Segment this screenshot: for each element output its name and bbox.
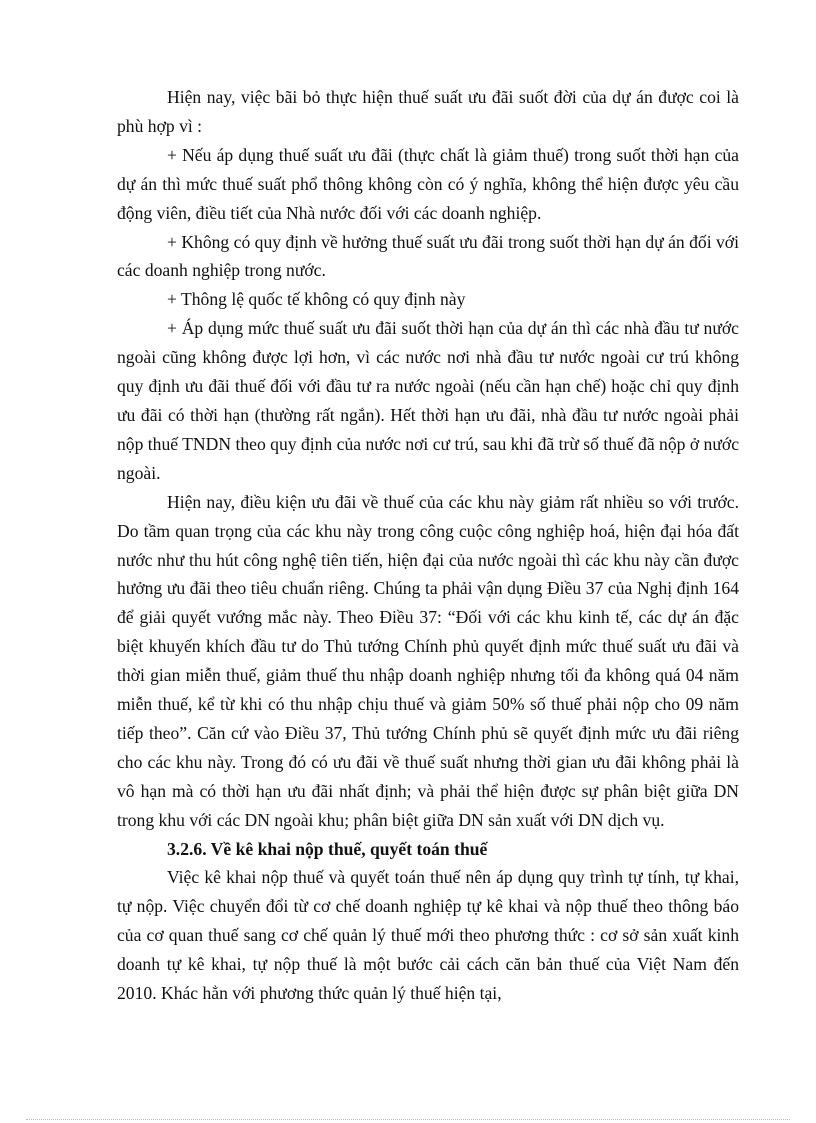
paragraph-reason-2: + Không có quy định về hưởng thuế suất ưu đãi trong suốt thời hạn dự án đối với các doanh nghiệp trong nước. xyxy=(117,231,739,281)
paragraph-section-body: Việc kê khai nộp thuế và quyết toán thuế nên áp dụng quy trình tự tính, tự khai, tự nộp. Việc chuyển đổi từ cơ chế doanh nghiệp tự kê khai và nộp thuế theo thông báo của cơ quan thuế sang cơ chế quản lý thuế mới theo phương thức : cơ sở sản xuất kinh doanh tự kê khai, tự nộp thuế là một bước cải cách căn bản thuế của Việt Nam đến 2010. Khác hẳn với phương thức quản lý thuế hiện tại, xyxy=(117,867,739,1004)
page-bottom-divider xyxy=(26,1119,790,1120)
paragraph-reason-3: + Thông lệ quốc tế không có quy định này xyxy=(167,289,466,310)
document-body xyxy=(117,83,739,1008)
section-heading: 3.2.6. Về kê khai nộp thuế, quyết toán thuế xyxy=(167,838,488,859)
paragraph-intro: Hiện nay, việc bãi bỏ thực hiện thuế suất ưu đãi suốt đời của dự án được coi là phù hợp vì : xyxy=(117,87,739,136)
paragraph-reason-4: + Áp dụng mức thuế suất ưu đãi suốt thời hạn của dự án thì các nhà đầu tư nước ngoài cũng không được lợi hơn, vì các nước nơi nhà đầu tư nước ngoài cư trú không quy định ưu đãi thuế đối với đầu tư ra nước ngoài (nếu cần hạn chế) hoặc chỉ quy định ưu đãi có thời hạn (thường rất ngắn). Hết thời hạn ưu đãi, nhà đầu tư nước ngoài phải nộp thuế TNDN theo quy định của nước nơi cư trú, sau khi đã trừ số thuế đã nộp ở nước ngoài. xyxy=(117,318,739,483)
paragraph-reason-1: + Nếu áp dụng thuế suất ưu đãi (thực chất là giảm thuế) trong suốt thời hạn của dự án thì mức thuế suất phổ thông không còn có ý nghĩa, không thể hiện được yêu cầu động viên, điều tiết của Nhà nước đối với các doanh nghiệp. xyxy=(117,144,739,223)
paragraph-current-conditions: Hiện nay, điều kiện ưu đãi về thuế của các khu này giảm rất nhiều so với trước. Do tầm quan trọng của các khu này trong công cuộc công nghiệp hoá, hiện đại hóa đất nước như thu hút công nghệ tiên tiến, hiện đại của nước ngoài thì các khu này cần được hưởng ưu đãi theo tiêu chuẩn riêng. Chúng ta phải vận dụng Điều 37 của Nghị định 164 để giải quyết vướng mắc này. Theo Điều 37: “Đối với các khu kinh tế, các dự án đặc biệt khuyến khích đầu tư do Thủ tướng Chính phủ quyết định mức thuế suất ưu đãi và thời gian miễn thuế, giảm thuế thu nhập doanh nghiệp nhưng tối đa không quá 04 năm miễn thuế, kể từ khi có thu nhập chịu thuế và giảm 50% số thuế phải nộp cho 09 năm tiếp theo”. Căn cứ vào Điều 37, Thủ tướng Chính phủ sẽ quyết định mức ưu đãi riêng cho các khu này. Trong đó có ưu đãi về thuế suất nhưng thời gian ưu đãi không phải là vô hạn mà có thời hạn ưu đãi nhất định; và phải thể hiện được sự phân biệt giữa DN trong khu với các DN ngoài khu; phân biệt giữa DN sản xuất với DN dịch vụ. xyxy=(117,491,739,830)
